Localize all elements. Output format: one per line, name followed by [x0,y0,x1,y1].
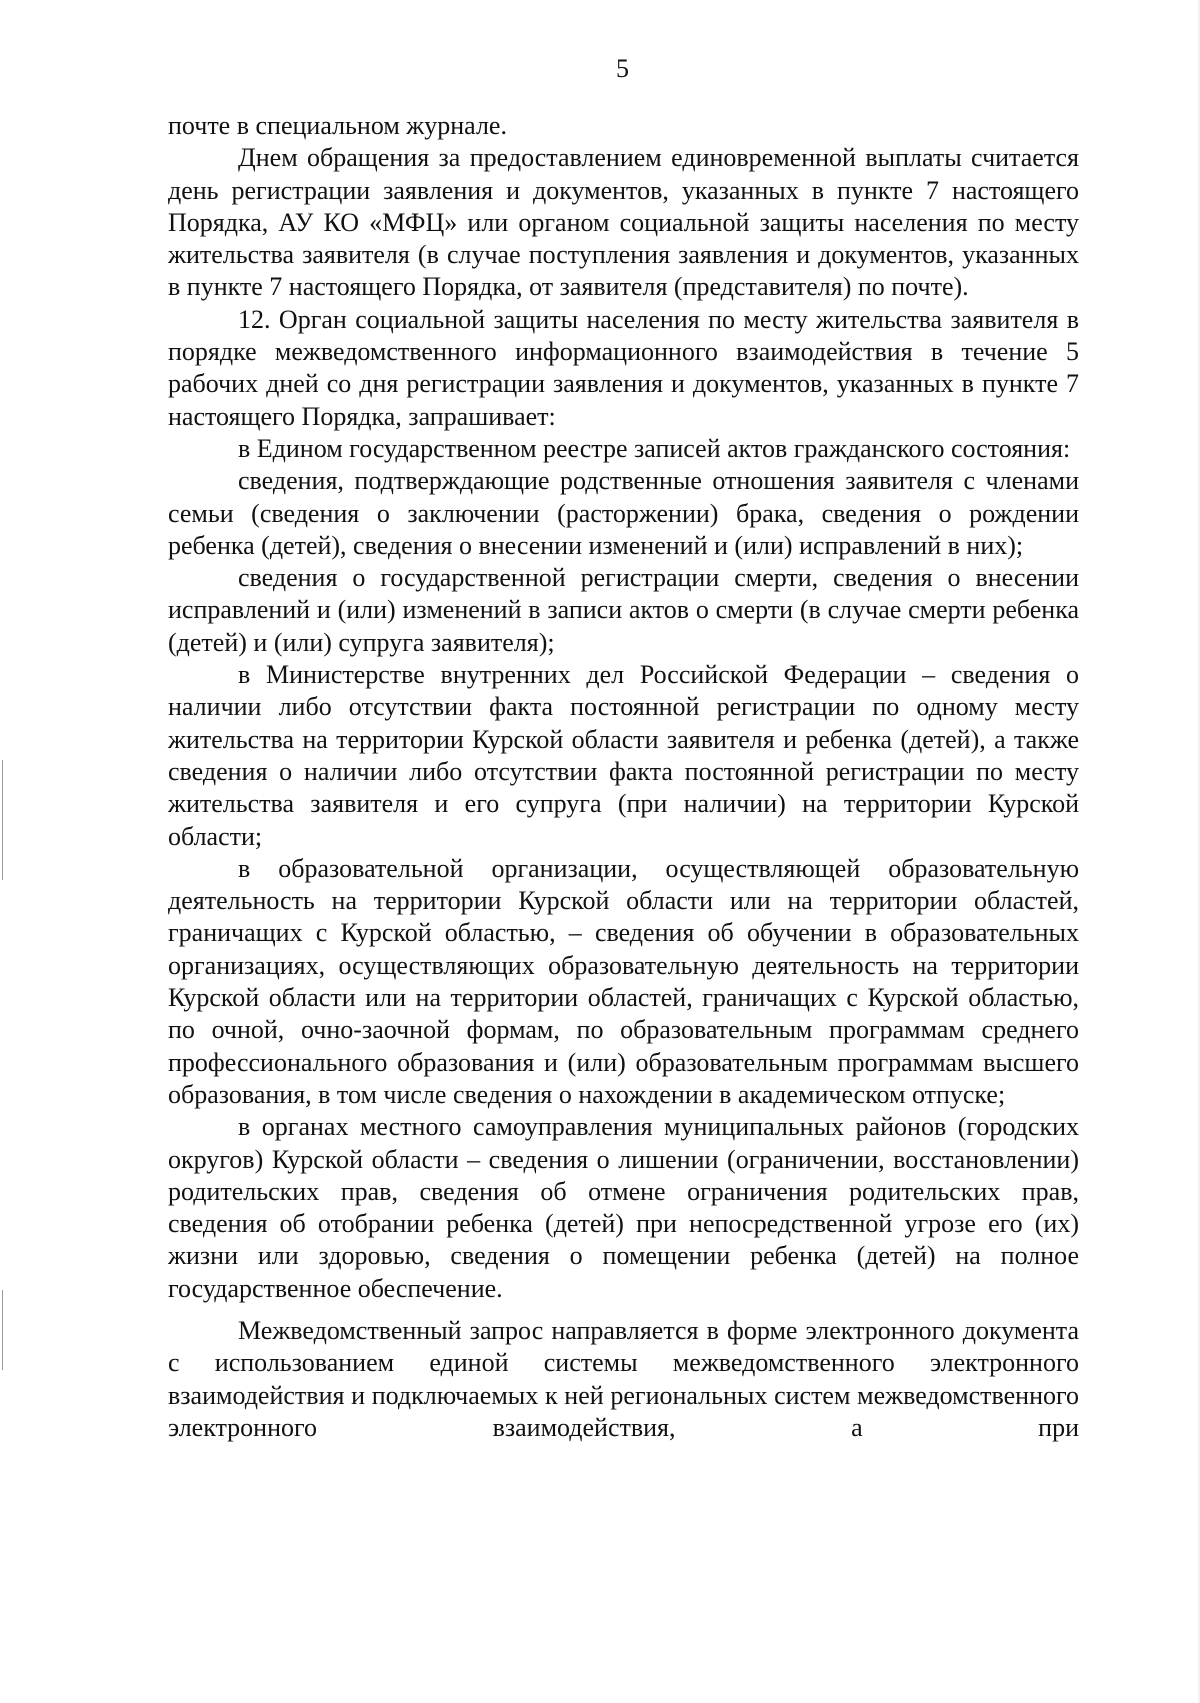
paragraph-continuation: почте в специальном журнале. [168,111,507,140]
paragraph-civil-registry: в Едином государственном реестре записей актов гражданского состояния: [238,433,1071,463]
paragraph-death-registration: сведения о государственной регистрации смерти, сведения о внесении исправлений и (или) изменений в записи актов о смерти (в случае смерти ребенка (детей) и (или) супруга заявителя); [168,563,1079,657]
paragraph-interior-ministry: в Министерстве внутренних дел Российской Федерации – сведения о наличии либо отсутствии факта постоянной регистрации по одному месту жительства на территории Курской области заявителя и ребенка (детей), а также сведения о наличии либо отсутствии факта постоянной регистрации по месту жительства заявителя и его супруга (при наличии) на территории Курской области; [168,660,1079,851]
scan-margin-line [2,760,3,880]
paragraph-item-12: 12. Орган социальной защиты населения по месту жительства заявителя в порядке межведомственного информационного взаимодействия в течение 5 рабочих дней со дня регистрации заявления и документов, указанных в пункте 7 настоящего Порядка, запрашивает: [168,304,1079,431]
paragraph-educational-organization: в образовательной организации, осуществляющей образовательную деятельность на территории Курской области или на территории областей, граничащих с Курской областью, – сведения об обучении в образовательных организациях, осуществляющих образовательную деятельность на территории Курской области или на территории областей, граничащих с Курской областью, по очной, очно-заочной формам, по образовательным программам среднего профессионального образования и (или) образовательным программам высшего образования, в том числе сведения о нахождении в академическом отпуске; [168,853,1079,1109]
paragraph-local-government: в органах местного самоуправления муниципальных районов (городских округов) Курской области – сведения о лишении (ограничении, восстановлении) родительских прав, сведения об отмене ограничения родительских прав, сведения об отобрании ребенка (детей) при непосредственной угрозе его (их) жизни или здоровью, сведения о помещении ребенка (детей) на полное государственное обеспечение. [168,1112,1079,1303]
paragraph-application-date: Днем обращения за предоставлением единовременной выплаты считается день регистрации заявления и документов, указанных в пункте 7 настоящего Порядка, АУ КО «МФЦ» или органом социальной защиты населения по месту жительства заявителя (в случае поступления заявления и документов, указанных в пункте 7 настоящего Порядка, от заявителя (представителя) по почте). [168,143,1079,302]
paragraph-family-relations: сведения, подтверждающие родственные отношения заявителя с членами семьи (сведения о заключении (расторжении) брака, сведения о рождении ребенка (детей), сведения о внесении изменений и (или) исправлений в них); [168,466,1079,560]
scan-margin-line [2,1290,3,1370]
paragraph-interagency-request: Межведомственный запрос направляется в форме электронного документа с использованием единой системы межведомственного электронного взаимодействия и подключаемых к ней региональных систем межведомственного электронного взаимодействия, а при [168,1315,1079,1442]
document-body [168,110,1079,1444]
page-number: 5 [616,54,629,83]
